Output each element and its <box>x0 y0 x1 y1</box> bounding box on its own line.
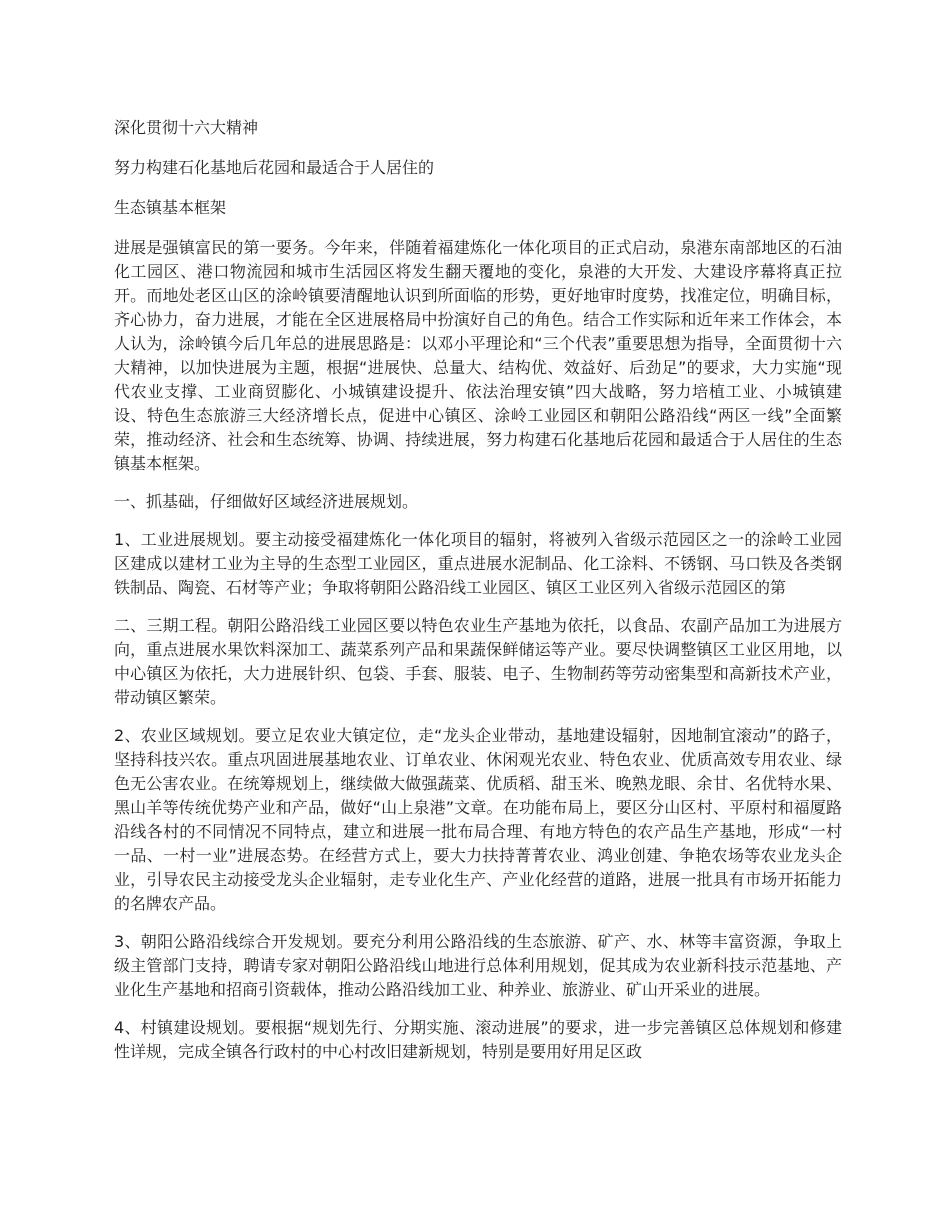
title-line-2: 努力构建石化基地后花园和最适合于人居住的 <box>114 158 435 177</box>
paragraph-industrial-plan: 1、工业进展规划。要主动接受福建炼化一体化项目的辐射，将被列入省级示范园区之一的涂岭工业园区建成以建材工业为主导的生态型工业园区，重点进展水泥制品、化工涂料、不锈钢、马口铁及各类钢铁制品、陶瓷、石材等产业；争取将朝阳公路沿线工业园区、镇区工业区列入省级示范园区的第 <box>114 530 842 597</box>
paragraph-agriculture-plan: 2、农业区域规划。要立足农业大镇定位，走“龙头企业带动，基地建设辐射，因地制宜滚动”的路子，坚持科技兴农。重点巩固进展基地农业、订单农业、休闲观光农业、特色农业、优质高效专用农业、绿色无公害农业。在统筹规划上，继续做大做强蔬菜、优质稻、甜玉米、晚熟龙眼、余甘、名优特水果、黑山羊等传统优势产业和产品，做好“山上泉港”文章。在功能布局上，要区分山区村、平原村和福厦路沿线各村的不同情况不同特点，建立和进展一批布局合理、有地方特色的农产品生产基地，形成“一村一品、一村一业”进展态势。在经营方式上，要大力扶持菁菁农业、鸿业创建、争艳农场等农业龙头企业，引导农民主动接受龙头企业辐射，走专业化生产、产业化经营的道路，进展一批具有市场开拓能力的名牌农产品。 <box>114 726 842 913</box>
title-line-3: 生态镇基本框架 <box>114 198 227 217</box>
title-line-1: 深化贯彻十六大精神 <box>114 118 259 137</box>
paragraph-phase-two-three: 二、三期工程。朝阳公路沿线工业园区要以特色农业生产基地为依托，以食品、农副产品加工为进展方向，重点进展水果饮料深加工、蔬菜系列产品和果蔬保鲜储运等产业。要尽快调整镇区工业区用地，以中心镇区为依托，大力进展针织、包袋、手套、服装、电子、生物制药等劳动密集型和高新技术产业，带动镇区繁荣。 <box>114 616 842 707</box>
paragraph-intro: 进展是强镇富民的第一要务。今年来，伴随着福建炼化一体化项目的正式启动，泉港东南部地区的石油化工园区、港口物流园和城市生活园区将发生翻天覆地的变化，泉港的大开发、大建设序幕将真正拉开。而地处老区山区的涂岭镇要清醒地认识到所面临的形势，更好地审时度势，找准定位，明确目标，齐心协力，奋力进展，才能在全区进展格局中扮演好自己的角色。结合工作实际和近年来工作体会，本人认为，涂岭镇今后几年总的进展思路是：以邓小平理论和“三个代表”重要思想为指导，全面贯彻十六大精神，以加快进展为主题，根据“进展快、总量大、结构优、效益好、后劲足”的要求，大力实施“现代农业支撑、工业商贸膨化、小城镇建设提升、依法治理安镇”四大战略，努力培植工业、小城镇建设、特色生态旅游三大经济增长点，促进中心镇区、涂岭工业园区和朝阳公路沿线“两区一线”全面繁荣，推动经济、社会和生态统筹、协调、持续进展，努力构建石化基地后花园和最适合于人居住的生态镇基本框架。 <box>114 238 842 473</box>
paragraph-chaoyang-road-plan: 3、朝阳公路沿线综合开发规划。要充分利用公路沿线的生态旅游、矿产、水、林等丰富资源，争取上级主管部门支持，聘请专家对朝阳公路沿线山地进行总体利用规划，促其成为农业新科技示范基地、产业化生产基地和招商引资载体，推动公路沿线加工业、种养业、旅游业、矿山开采业的进展。 <box>114 932 842 999</box>
section-heading-1: 一、抓基础，仔细做好区域经济进展规划。 <box>114 492 419 511</box>
document-page <box>114 116 842 1078</box>
paragraph-town-construction-plan: 4、村镇建设规划。要根据“规划先行、分期实施、滚动进展”的要求，进一步完善镇区总体规划和修建性详规，完成全镇各行政村的中心村改旧建新规划，特别是要用好用足区政 <box>114 1018 842 1061</box>
